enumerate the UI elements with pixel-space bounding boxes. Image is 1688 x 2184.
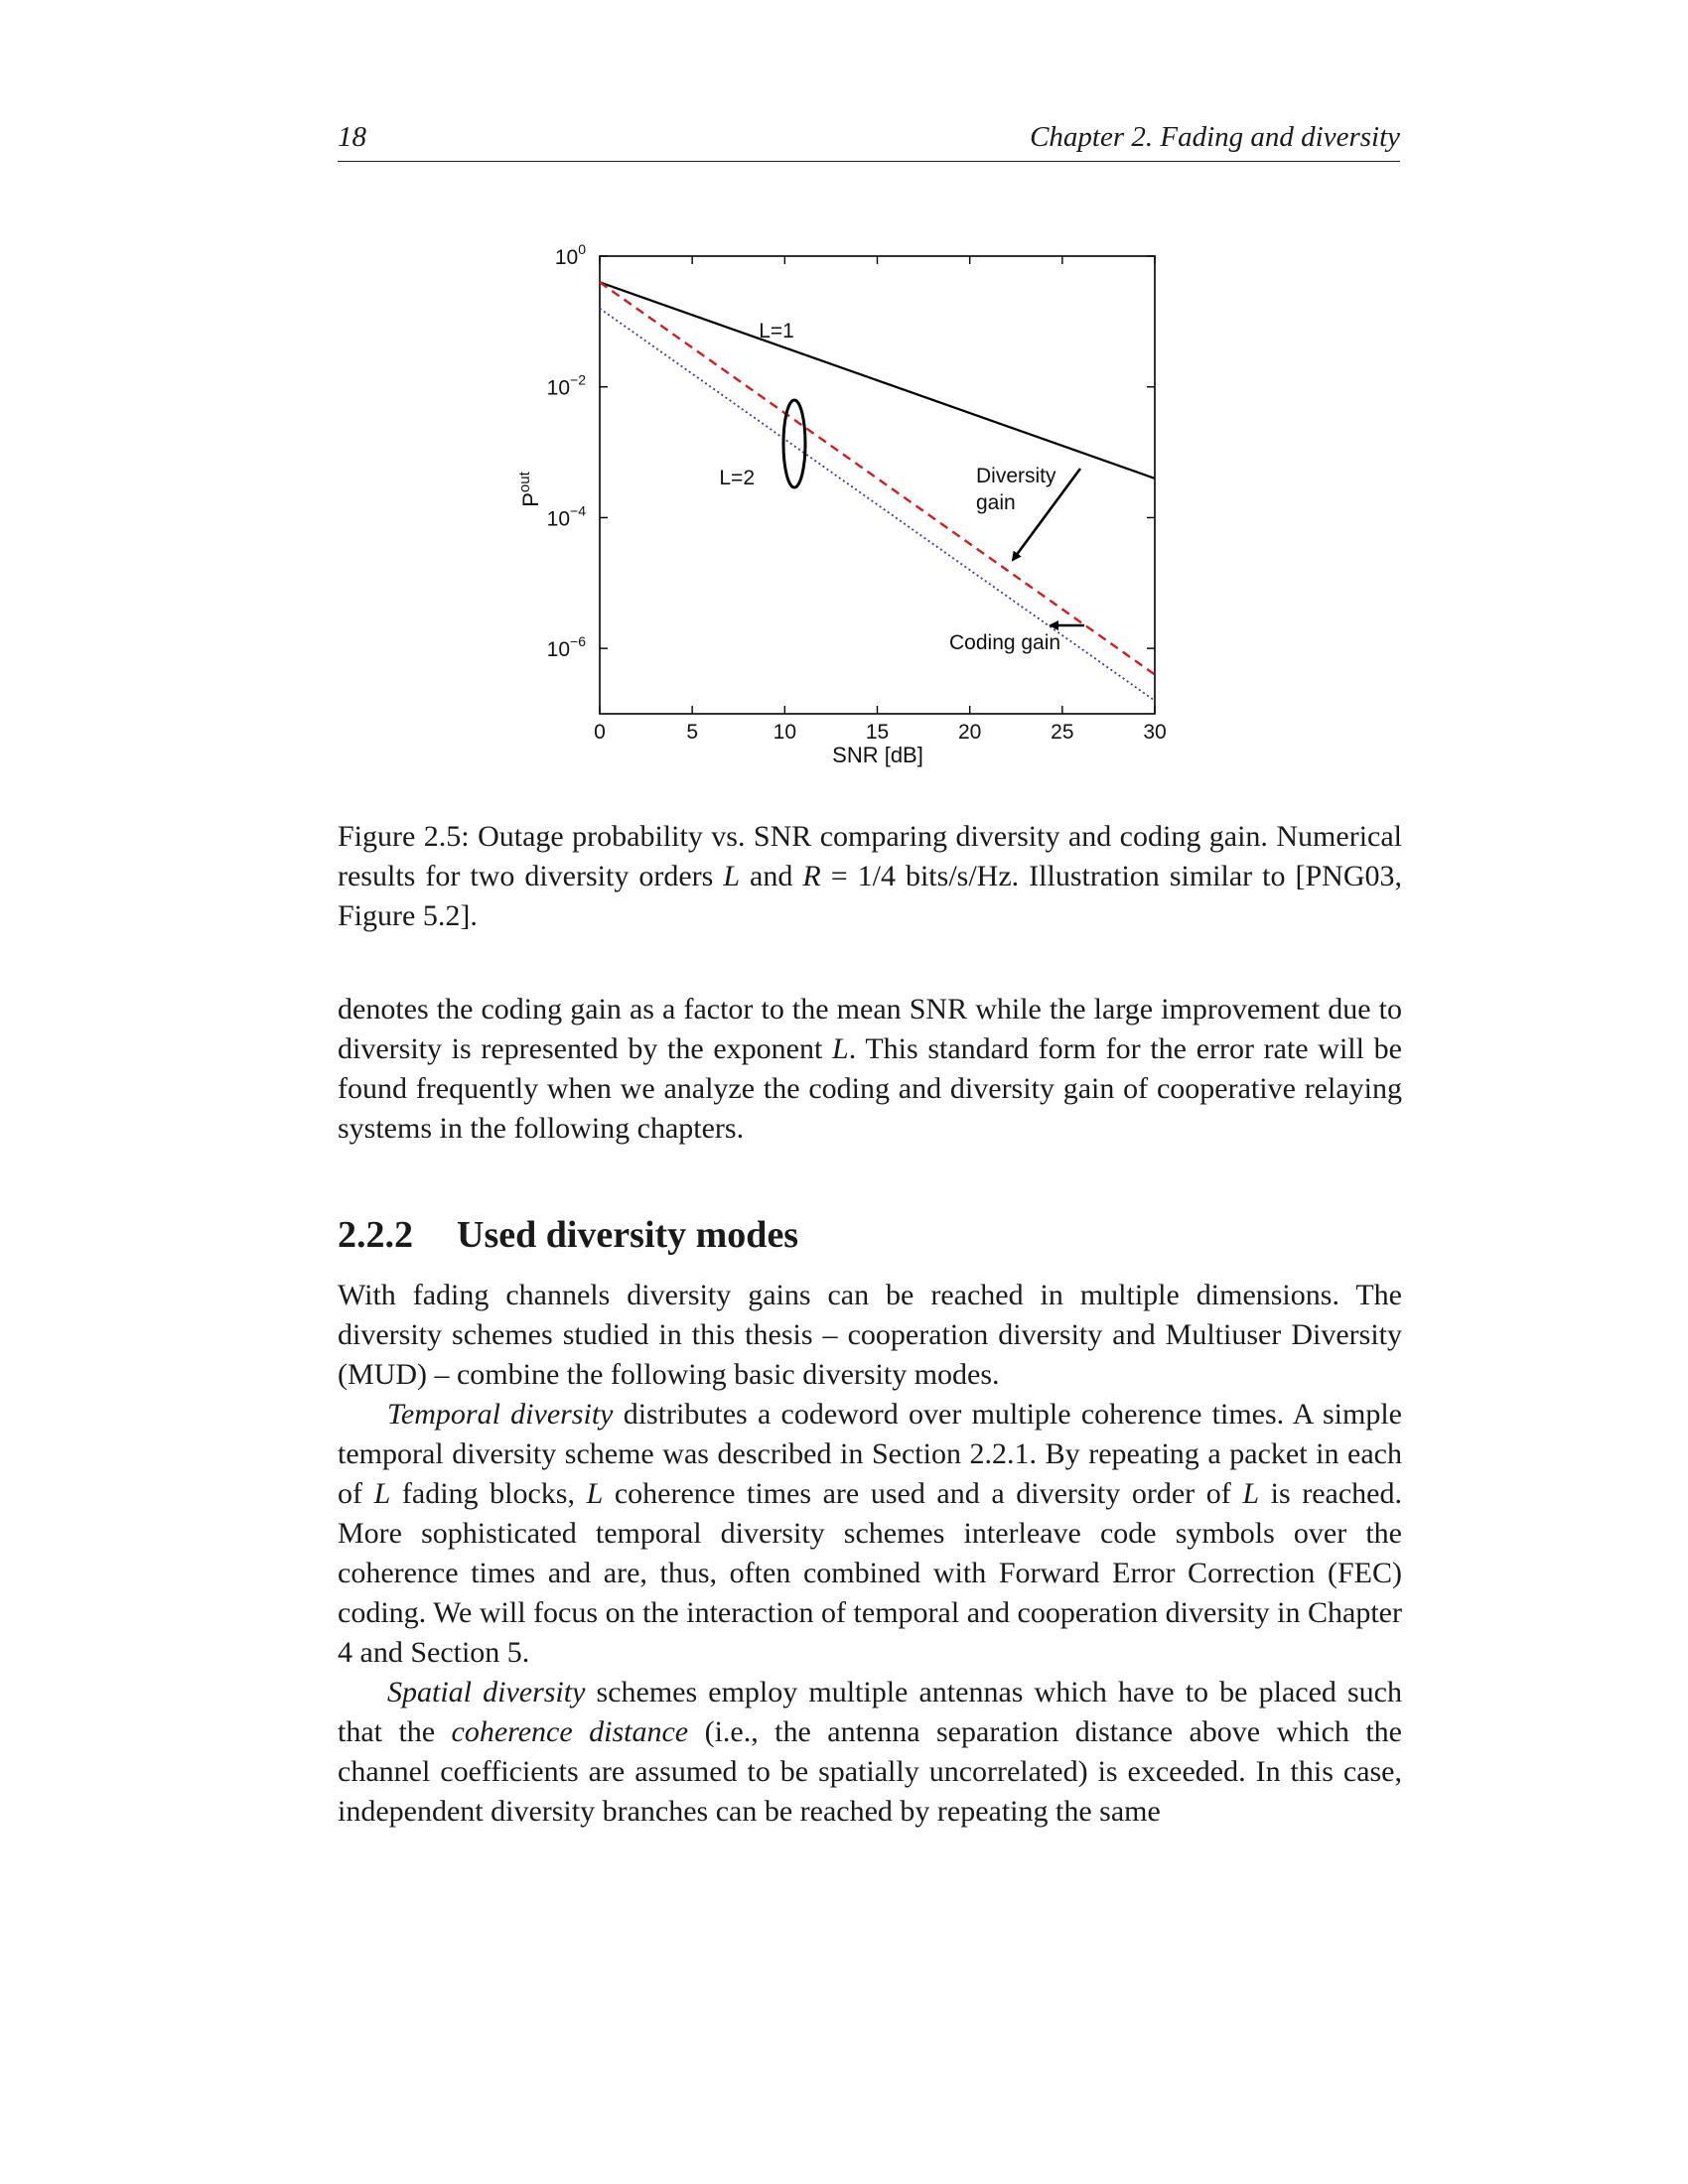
- label-diversity-gain-2: gain: [976, 491, 1016, 514]
- x-tick-label: 0: [594, 721, 606, 744]
- y-tick-label: $10^0$: [554, 241, 586, 269]
- y-tick-label: $10^{-6}$: [546, 633, 586, 662]
- axis-ticks: [547, 241, 1167, 744]
- l2-group-ellipse: [783, 400, 805, 487]
- series-line-3: [600, 309, 1155, 701]
- page-number: 18: [338, 121, 366, 153]
- label-diversity-gain-1: Diversity: [976, 465, 1056, 487]
- outage-probability-chart: [477, 228, 1211, 784]
- paragraph-diversity-intro: With fading channels diversity gains can be reached in multiple dimensions. The diversity schemes studied in this thesis – cooperation diversity and Multiuser Diversity (MUD) – combine the following basic diversity modes.: [338, 1279, 1402, 1391]
- caption-prefix: Figure 2.5:: [338, 820, 470, 853]
- x-tick-label: 20: [957, 721, 982, 744]
- label-coding-gain: Coding gain: [949, 631, 1061, 654]
- paragraph-coding-gain: denotes the coding gain as a factor to the mean SNR while the large improvement due to diversity is represented by the exponent L. This standard form for the error rate will be found frequently when we analyze the coding and diversity gain of cooperative relaying systems in the following chapters.: [338, 993, 1402, 1145]
- section-heading: [338, 1213, 798, 1257]
- series-line-1: [600, 282, 1155, 478]
- paragraph-temporal-diversity: Temporal diversity distributes a codeword over multiple coherence times. A simple temporal diversity scheme was described in Section 2.2.1. By repeating a packet in each of L fading blocks, L coherence times are used and a diversity order of L is reached. More sophisticated temporal diversity schemes interleave code symbols over the coherence times and are, thus, often combined with Forward Error Correction (FEC) coding. We will focus on the interaction of temporal and cooperation diversity in Chapter 4 and Section 5.: [338, 1398, 1402, 1669]
- x-tick-label: 25: [1051, 721, 1074, 744]
- series-lines: [600, 282, 1155, 700]
- page-header: [338, 121, 1400, 162]
- annotations: [719, 320, 1084, 654]
- x-tick-label: 15: [865, 721, 890, 744]
- label-l2: L=2: [719, 467, 755, 489]
- x-axis-label: SNR [dB]: [832, 743, 923, 767]
- y-tick-label: $10^{-2}$: [546, 371, 586, 400]
- plot-box: [600, 256, 1155, 714]
- x-tick-label: 5: [686, 721, 699, 744]
- section-title: Used diversity modes: [457, 1214, 799, 1256]
- label-l1: L=1: [759, 320, 794, 342]
- section-number: 2.2.2: [338, 1214, 413, 1256]
- y-axis-label: $P^{out}$: [516, 472, 543, 507]
- figure-caption: Figure 2.5: Outage probability vs. SNR comparing diversity and coding gain. Numerical results for two diversity orders L and R = 1/4 bits/s/Hz. Illustration similar to [PNG03, Figure 5.2].: [338, 820, 1402, 932]
- plot-frame: [600, 256, 1155, 714]
- y-tick-label: $10^{-4}$: [546, 502, 586, 531]
- paragraph-spatial-diversity: Spatial diversity schemes employ multiple antennas which have to be placed such that the coherence distance (i.e., the antenna separation distance above which the channel coefficients are assumed to be spatially uncorrelated) is exceeded. In this case, independent diversity branches can be reached by repeating the same: [338, 1676, 1402, 1828]
- running-head: Chapter 2. Fading and diversity: [1030, 121, 1400, 153]
- x-tick-label: 10: [773, 721, 797, 744]
- x-tick-label: 30: [1143, 721, 1167, 744]
